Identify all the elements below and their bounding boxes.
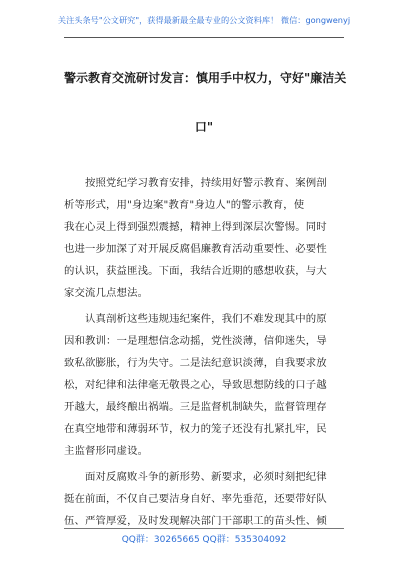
text-line: 因和教训：一是理想信念动摇，党性淡薄，信仰迷失，导: [64, 335, 327, 347]
header-note: 关注头条号"公文研究"，获得最新最全最专业的公文资料库！ 微信：gongwenyj: [57, 15, 351, 25]
text-line: 认真剖析这些违规违纪案件，我们不难发现其中的原: [85, 313, 327, 325]
text-line: 伍、严管厚爱，及时发现解决部门干部职工的苗头性、倾: [64, 515, 327, 527]
text-line: 面对反腐败斗争的新形势、新要求，必须时刻把纪律: [85, 471, 327, 483]
text-line: 我在心灵上得到强烈震撼，精神上得到深层次警惕。同时: [64, 221, 327, 233]
text-line: 主监督形同虚设。: [64, 445, 149, 457]
document-title-line-1: 警示教育交流研讨发言：慎用手中权力，守好"廉洁关: [64, 71, 347, 85]
header-divider: [64, 37, 344, 38]
footer-contact: QQ群：30265665 QQ群：535304092: [121, 535, 287, 545]
paragraph-3: [64, 466, 344, 532]
text-line: 挺在前面，不仅自己要洁身自好、率先垂范，还要带好队: [64, 493, 327, 505]
text-line: 析等形式，用"身边案"教育"身边人"的警示教育，使: [64, 199, 305, 211]
footer-divider: [64, 528, 344, 529]
text-line: 按照党纪学习教育安排，持续用好警示教育、案例剖: [85, 177, 327, 189]
text-line: 家交流几点想法。: [64, 287, 149, 299]
text-line: 致私欲膨胀，行为失守。二是法纪意识淡薄，自我要求放: [64, 357, 327, 369]
paragraph-2: [64, 308, 344, 462]
paragraph-1: [64, 172, 344, 304]
text-line: 也进一步加深了对开展反腐倡廉教育活动重要性、必要性: [64, 243, 327, 255]
text-line: 开越大，最终酿出祸端。三是监督机制缺失，监督管理存: [64, 401, 327, 413]
text-line: 的认识，获益匪浅。下面，我结合近期的感想收获，与大: [64, 265, 327, 277]
text-line: 松，对纪律和法律毫无敬畏之心，导致思想防线的口子越: [64, 379, 327, 391]
document-body: [64, 172, 344, 536]
document-title-line-2: 口": [194, 120, 214, 134]
text-line: 在真空地带和薄弱环节，权力的笼子还没有扎紧扎牢，民: [64, 423, 327, 435]
